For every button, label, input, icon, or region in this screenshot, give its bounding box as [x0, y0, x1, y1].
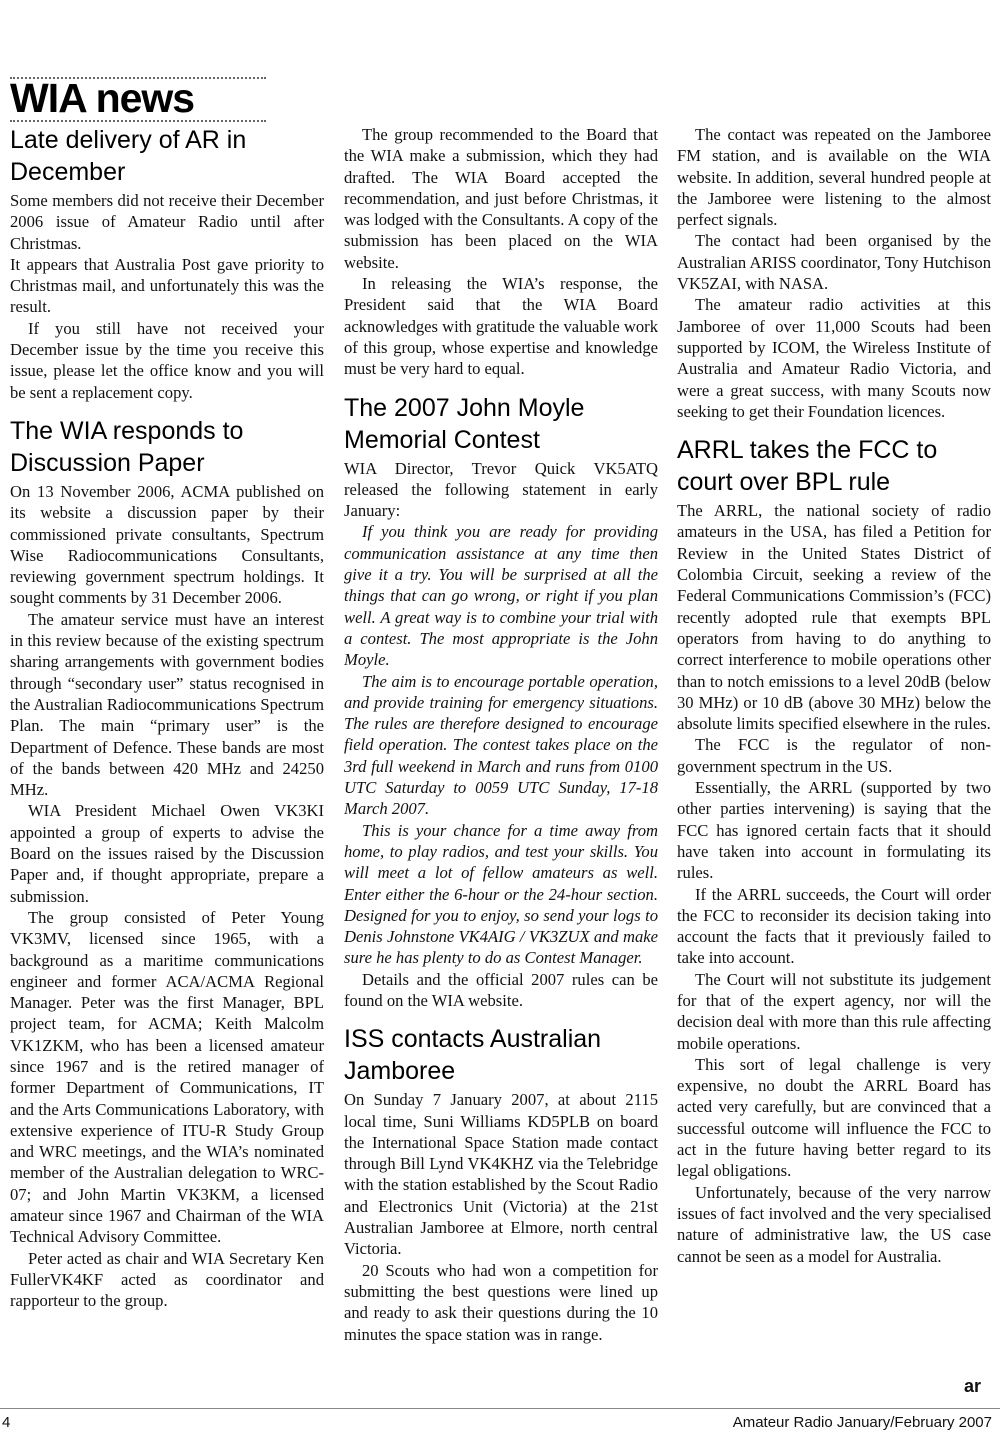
article-paragraph: Details and the official 2007 rules can be found on the WIA website.: [344, 969, 658, 1010]
article-paragraph: 20 Scouts who had won a competition for submitting the best questions were lined up and ready to ask their questions during the 10 minutes the space station was in range.: [344, 1260, 658, 1344]
article-paragraph: WIA President Michael Owen VK3KI appointed a group of experts to advise the Board on the issues raised by the Discussion Paper and, if thought appropriate, prepare a submission.: [10, 801, 324, 906]
article-paragraph: If the ARRL succeeds, the Court will order the FCC to reconsider its decision taking into account the facts that it previously failed to take into account.: [677, 884, 991, 968]
masthead-title: WIA news: [10, 75, 195, 121]
article-paragraph: The FCC is the regulator of non-government spectrum in the US.: [677, 735, 991, 776]
article-title-arrl-fcc: ARRL takes the FCC to court over BPL rule: [677, 436, 938, 497]
article-paragraph: On 13 November 2006, ACMA published on its website a discussion paper by their commissioned private consultants, Spectrum Wise Radiocommunications Consultants, reviewing government spectrum holdings. It sought comments by 31 December 2006.: [10, 481, 324, 608]
article-paragraph: The amateur service must have an interest in this review because of the existing spectrum sharing arrangements with government bodies through “secondary user” status recognised in the Australian Radiocommunications Spectrum Plan. The main “primary user” is the Department of Defence. These bands are most of the bands between 420 MHz and 24250 MHz.: [10, 609, 324, 800]
column-2: [344, 124, 658, 1396]
article-title-late-delivery: Late delivery of AR in December: [10, 126, 247, 186]
article-paragraph: The contact was repeated on the Jamboree FM station, and is available on the WIA website. In addition, several hundred people at the Jamboree were listening to the almost perfect signals.: [677, 125, 991, 230]
article-quote: This is your chance for a time away from home, to play radios, and test your skills. You will meet a lot of fellow amateurs as well. Enter either the 6-hour or the 24-hour section. Designed for you to enjoy, so send your logs to Denis Johnstone VK4AIG / VK3ZUX and make sure he has plenty to do as Contest Manager.: [344, 820, 658, 968]
article-title-discussion-paper: The WIA responds to Discussion Paper: [10, 416, 244, 477]
article-paragraph: The group consisted of Peter Young VK3MV, licensed since 1965, with a background as a maritime communications engineer and former ACA/ACMA Regional Manager. Peter was the first Manager, BPL project team, for ACMA; Keith Malcolm VK1ZKM, who has been a licensed amateur since 1967 and is the retired manager of former Department of Communications, IT and the Arts Communications Laboratory, with extensive experience of ITU-R Study Group and WRC meetings, and the WIA’s nominated member of the Australian delegation to WRC-07; and John Martin VK3KM, a licensed amateur since 1967 and Chairman of the WIA Technical Advisory Committee.: [10, 907, 324, 1247]
footer-rule: [0, 1408, 1000, 1409]
article-paragraph: Unfortunately, because of the very narrow issues of fact involved and the very specialised nature of administrative law, the US case cannot be seen as a model for Australia.: [677, 1182, 991, 1266]
page-number: 4: [2, 1414, 11, 1431]
article-paragraph: In releasing the WIA’s response, the President said that the WIA Board acknowledges with gratitude the valuable work of this group, whose expertise and knowledge must be very hard to equal.: [344, 274, 658, 379]
column-3: [677, 124, 991, 1396]
article-paragraph: Some members did not receive their December 2006 issue of Amateur Radio until after Christmas.: [10, 191, 324, 253]
masthead-bottom-rule: [10, 120, 266, 122]
article-paragraph: The amateur radio activities at this Jamboree of over 11,000 Scouts had been supported by ICOM, the Wireless Institute of Australia and Amateur Radio Victoria, and were a great success, with many Scouts now seeking to get their Foundation licences.: [677, 295, 991, 421]
article-title-john-moyle: The 2007 John Moyle Memorial Contest: [344, 393, 585, 454]
article-end-mark: ar: [964, 1376, 982, 1396]
article-quote: The aim is to encourage portable operation, and provide training for emergency situations. The rules are therefore designed to encourage field operation. The contest takes place on the 3rd full weekend in March and runs from 0100 UTC Saturday to 0059 UTC Sunday, 17-18 March 2007.: [344, 671, 658, 819]
article-title-iss-jamboree: ISS contacts Australian Jamboree: [344, 1025, 602, 1086]
article-quote: If you think you are ready for providing communication assistance at any time then give it a try. You will be surprised at all the things that can go wrong, or right if you plan well. A great way is to combine your trial with a contest. The most appropriate is the John Moyle.: [344, 522, 658, 670]
article-paragraph: The contact had been organised by the Australian ARISS coordinator, Tony Hutchison VK5ZAI, with NASA.: [677, 231, 991, 294]
article-paragraph: WIA Director, Trevor Quick VK5ATQ released the following statement in early January:: [344, 458, 658, 521]
article-paragraph: This sort of legal challenge is very expensive, no doubt the ARRL Board has acted very carefully, but are convinced that a successful outcome will influence the FCC to act in the future having better regard to its legal obligations.: [677, 1054, 991, 1181]
article-paragraph: Essentially, the ARRL (supported by two other parties intervening) is saying that the FCC has ignored certain facts that it should have taken into account in formulating its rules.: [677, 778, 991, 883]
article-paragraph: On Sunday 7 January 2007, at about 2115 local time, Suni Williams KD5PLB on board the International Space Station made contact through Bill Lynd VK4KHZ via the Telebridge with the station established by the Scout Radio and Electronics Unit (Victoria) at the 21st Australian Jamboree at Elmore, north central Victoria.: [344, 1090, 658, 1259]
article-paragraph: It appears that Australia Post gave priority to Christmas mail, and unfortunately this was the result.: [10, 254, 324, 317]
article-paragraph: Peter acted as chair and WIA Secretary Ken FullerVK4KF acted as coordinator and rapporteur to the group.: [10, 1248, 324, 1311]
article-paragraph: The ARRL, the national society of radio amateurs in the USA, has filed a Petition for Review in the United States District of Colombia Circuit, seeking a review of the Federal Communications Commission’s (FCC) recently adopted rule that exempts BPL operators from having to do anything to correct interference to mobile operations other than to notch emissions to a level 20dB (below 30 MHz) or 10 dB (above 30 MHz) below the absolute limits specified elsewhere in the rules.: [677, 501, 991, 734]
column-1: [10, 124, 324, 1396]
article-paragraph: The Court will not substitute its judgement for that of the expert agency, nor will the decision deal with more than this rule affecting mobile operations.: [677, 969, 991, 1053]
footer-publication-title: Amateur Radio January/February 2007: [732, 1414, 992, 1431]
article-paragraph: If you still have not received your December issue by the time you receive this issue, please let the office know and you will be sent a replacement copy.: [10, 318, 324, 402]
article-paragraph: The group recommended to the Board that the WIA make a submission, which they had drafted. The WIA Board accepted the recommendation, and just before Christmas, it was lodged with the Consultants. A copy of the submission has been placed on the WIA website.: [344, 125, 658, 272]
